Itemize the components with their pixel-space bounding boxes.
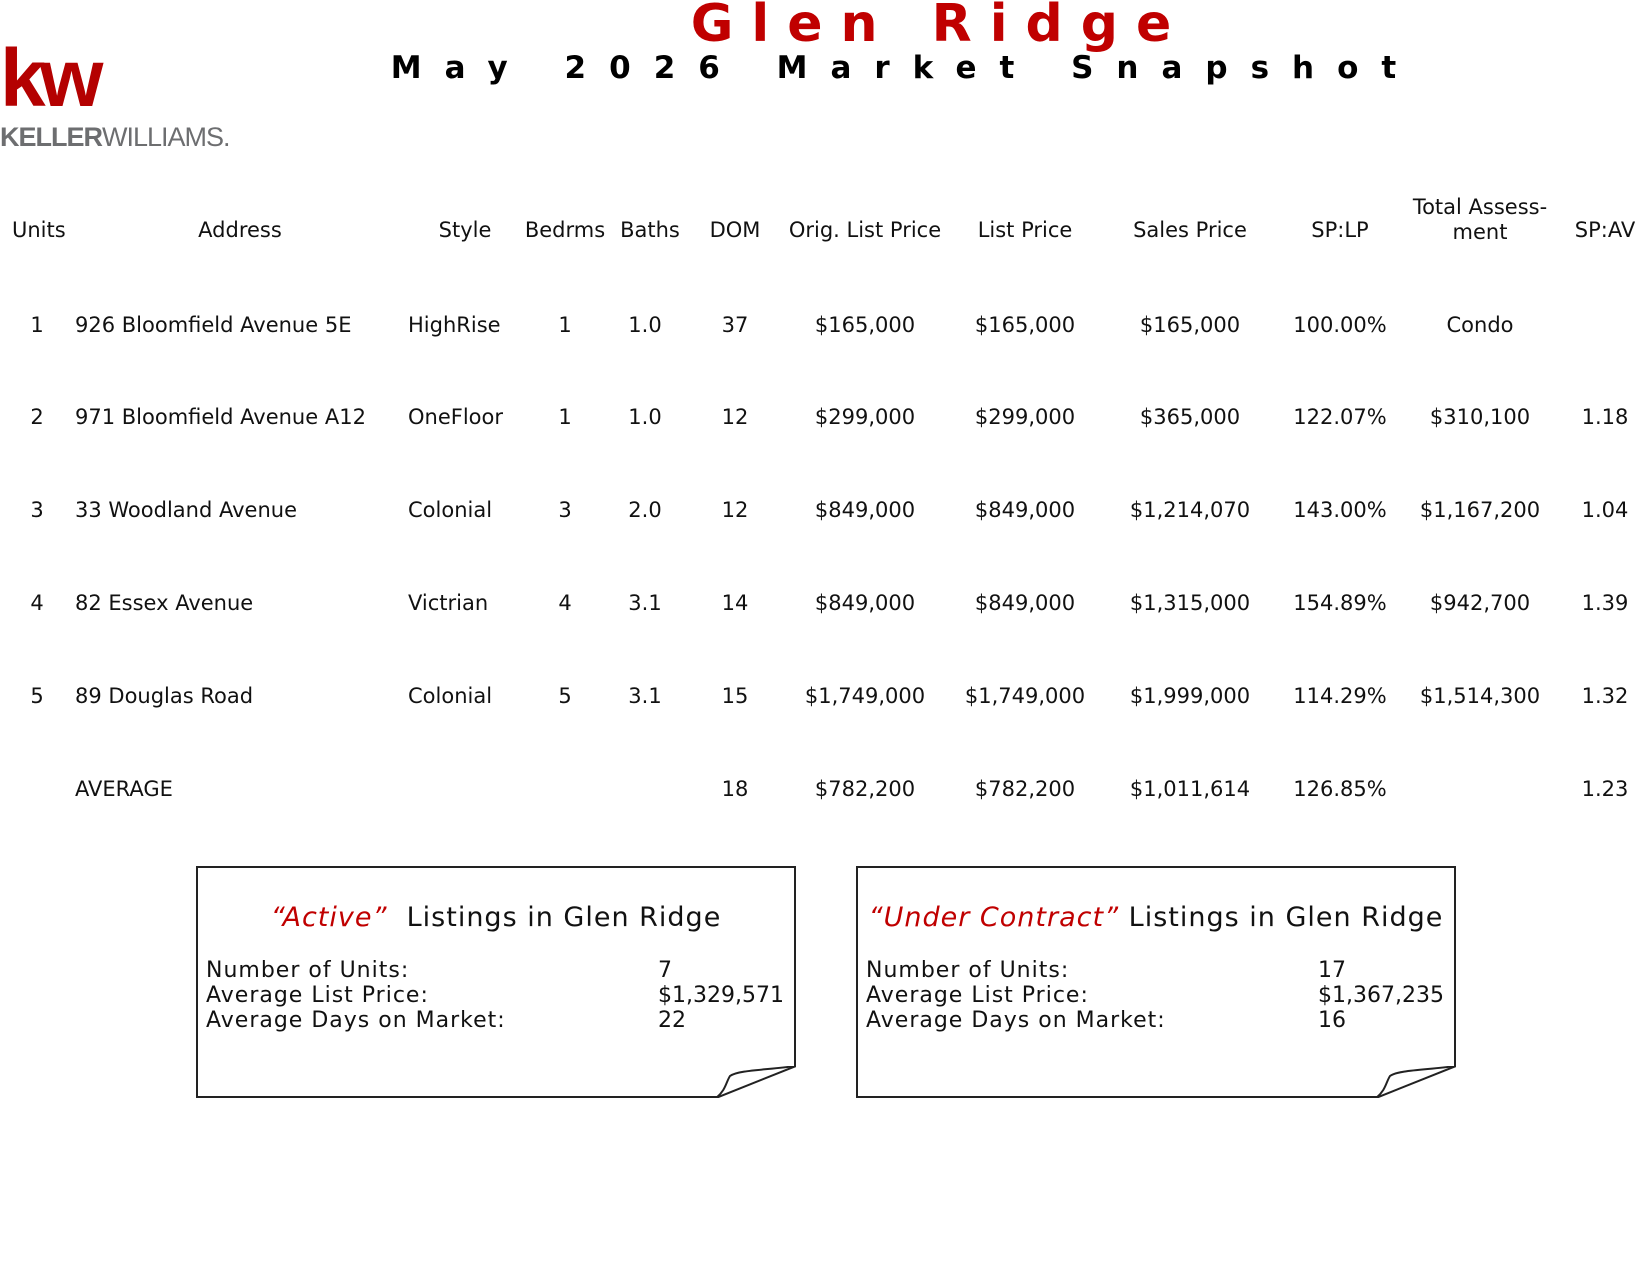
logo-name-light: WILLIAMS. — [102, 122, 230, 152]
cell-style: Colonial — [408, 498, 493, 522]
cell-total-assessment: Condo — [1446, 313, 1514, 337]
average-sales-price: $1,011,614 — [1129, 777, 1251, 801]
cell-list-price: $849,000 — [974, 591, 1076, 615]
cell-style: Victrian — [408, 591, 489, 615]
page-subtitle: May 2026 Market Snapshot — [390, 50, 1420, 86]
cell-style: Colonial — [408, 684, 493, 708]
cell-sp-lp: 100.00% — [1293, 313, 1387, 337]
cell-total-assessment: $1,167,200 — [1419, 498, 1541, 522]
page-curl-icon — [1376, 1066, 1456, 1098]
contract-avg-price-label: Average List Price: — [866, 983, 1089, 1008]
col-header-orig-list-price: Orig. List Price — [788, 218, 942, 242]
col-header-list-price: List Price — [977, 218, 1073, 242]
active-listings-box — [196, 866, 796, 1098]
contract-title-accent: “Under Contract” — [868, 902, 1120, 933]
cell-baths: 1.0 — [628, 405, 662, 429]
active-title-rest: Listings in Glen Ridge — [406, 902, 722, 933]
cell-baths: 1.0 — [628, 313, 662, 337]
col-header-dom: DOM — [709, 218, 761, 242]
contract-units-value: 17 — [1318, 958, 1346, 983]
cell-sp-lp: 114.29% — [1293, 684, 1387, 708]
cell-sales-price: $165,000 — [1139, 313, 1241, 337]
cell-bedrooms: 1 — [558, 313, 572, 337]
cell-list-price: $299,000 — [974, 405, 1076, 429]
page-curl-icon — [716, 1066, 796, 1098]
cell-sales-price: $1,214,070 — [1129, 498, 1251, 522]
page-title: Glen Ridge — [690, 0, 1190, 54]
cell-address: 82 Essex Avenue — [75, 591, 254, 615]
cell-sales-price: $1,315,000 — [1129, 591, 1251, 615]
active-avg-dom-label: Average Days on Market: — [206, 1008, 506, 1033]
cell-units: 4 — [30, 591, 44, 615]
average-label: AVERAGE — [75, 777, 173, 801]
cell-dom: 37 — [721, 313, 749, 337]
contract-avg-dom-value: 16 — [1318, 1008, 1346, 1033]
col-header-sp-lp: SP:LP — [1311, 218, 1369, 242]
active-units-value: 7 — [658, 958, 672, 983]
cell-units: 5 — [30, 684, 44, 708]
active-title-accent: “Active” — [270, 902, 388, 933]
cell-dom: 12 — [721, 405, 749, 429]
cell-orig-list-price: $299,000 — [814, 405, 916, 429]
col-header-sp-av: SP:AV — [1574, 218, 1636, 242]
cell-address: 89 Douglas Road — [75, 684, 254, 708]
cell-sp-lp: 143.00% — [1293, 498, 1387, 522]
col-header-sales-price: Sales Price — [1133, 218, 1247, 242]
col-header-bedrooms: Bedrms — [524, 218, 606, 242]
cell-orig-list-price: $165,000 — [814, 313, 916, 337]
cell-address: 33 Woodland Avenue — [75, 498, 297, 522]
cell-list-price: $165,000 — [974, 313, 1076, 337]
average-list-price: $782,200 — [974, 777, 1076, 801]
cell-units: 3 — [30, 498, 44, 522]
cell-sp-lp: 154.89% — [1293, 591, 1387, 615]
cell-bedrooms: 3 — [558, 498, 572, 522]
cell-total-assessment: $1,514,300 — [1419, 684, 1541, 708]
cell-address: 971 Bloomfield Avenue A12 — [75, 405, 366, 429]
contract-title-rest: Listings in Glen Ridge — [1128, 902, 1444, 933]
active-avg-dom-value: 22 — [658, 1008, 686, 1033]
under-contract-listings-box — [856, 866, 1456, 1098]
cell-units: 2 — [30, 405, 44, 429]
cell-list-price: $849,000 — [974, 498, 1076, 522]
logo-wordmark — [0, 122, 230, 153]
col-header-address: Address — [198, 218, 282, 242]
cell-dom: 12 — [721, 498, 749, 522]
cell-address: 926 Bloomfield Avenue 5E — [75, 313, 352, 337]
col-header-baths: Baths — [620, 218, 680, 242]
cell-total-assessment: $310,100 — [1429, 405, 1531, 429]
cell-sales-price: $365,000 — [1139, 405, 1241, 429]
col-header-units: Units — [12, 218, 66, 242]
cell-baths: 3.1 — [628, 591, 662, 615]
cell-orig-list-price: $849,000 — [814, 591, 916, 615]
cell-dom: 15 — [721, 684, 749, 708]
col-header-total-assessment-line2: ment — [1452, 220, 1508, 244]
contract-avg-dom-label: Average Days on Market: — [866, 1008, 1166, 1033]
average-sp-av: 1.23 — [1581, 777, 1629, 801]
cell-sales-price: $1,999,000 — [1129, 684, 1251, 708]
cell-style: HighRise — [408, 313, 501, 337]
cell-bedrooms: 1 — [558, 405, 572, 429]
contract-box-title — [858, 902, 1454, 933]
logo-name-bold: KELLER — [0, 122, 102, 152]
average-dom: 18 — [721, 777, 749, 801]
cell-sp-lp: 122.07% — [1293, 405, 1387, 429]
col-header-style: Style — [438, 218, 492, 242]
contract-avg-price-value: $1,367,235 — [1318, 983, 1444, 1008]
cell-units: 1 — [30, 313, 44, 337]
cell-bedrooms: 4 — [558, 591, 572, 615]
active-units-label: Number of Units: — [206, 958, 410, 983]
cell-bedrooms: 5 — [558, 684, 572, 708]
average-orig-list-price: $782,200 — [814, 777, 916, 801]
keller-williams-logo — [0, 33, 240, 152]
col-header-total-assessment-line1: Total Assess- — [1412, 195, 1548, 219]
cell-sp-av: 1.32 — [1581, 684, 1629, 708]
active-box-title — [198, 902, 794, 933]
active-avg-price-value: $1,329,571 — [658, 983, 784, 1008]
cell-orig-list-price: $1,749,000 — [804, 684, 926, 708]
cell-baths: 3.1 — [628, 684, 662, 708]
average-sp-lp: 126.85% — [1293, 777, 1387, 801]
cell-list-price: $1,749,000 — [964, 684, 1086, 708]
active-avg-price-label: Average List Price: — [206, 983, 429, 1008]
cell-sp-av: 1.39 — [1581, 591, 1629, 615]
cell-total-assessment: $942,700 — [1429, 591, 1531, 615]
cell-style: OneFloor — [408, 405, 504, 429]
contract-units-label: Number of Units: — [866, 958, 1070, 983]
cell-sp-av: 1.04 — [1581, 498, 1629, 522]
logo-mark: kw — [0, 33, 98, 124]
cell-baths: 2.0 — [628, 498, 662, 522]
cell-orig-list-price: $849,000 — [814, 498, 916, 522]
cell-dom: 14 — [721, 591, 749, 615]
cell-sp-av: 1.18 — [1581, 405, 1629, 429]
